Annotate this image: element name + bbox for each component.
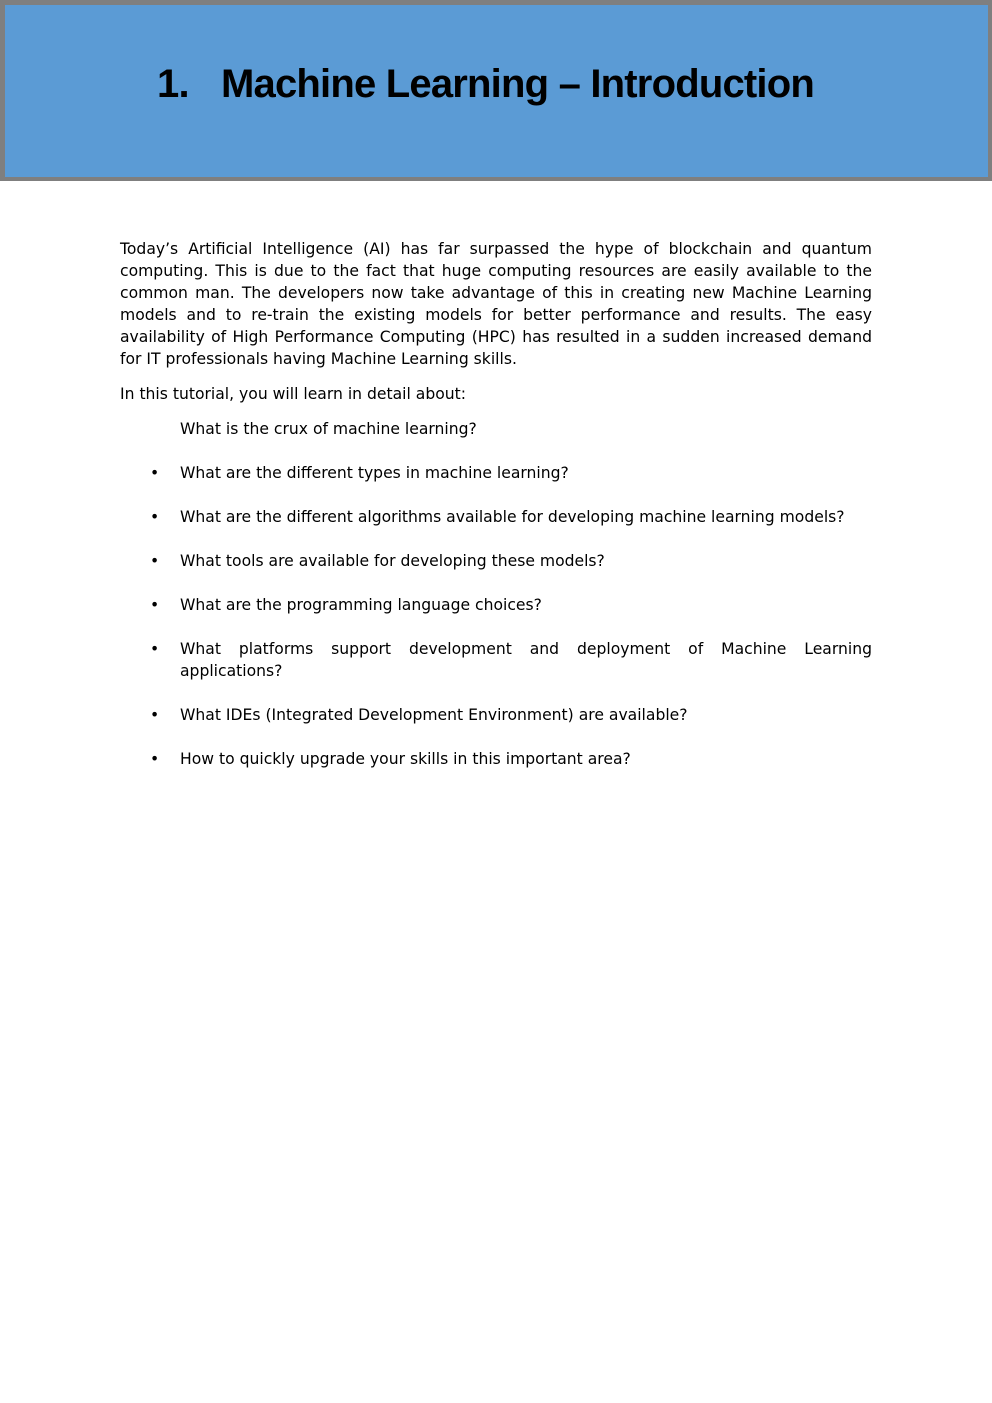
- list-item: [120, 638, 872, 682]
- list-item-text: What tools are available for developing these models?: [180, 552, 605, 570]
- list-item-text: What IDEs (Integrated Development Environment) are available?: [180, 706, 688, 724]
- intro-paragraph: Today’s Artificial Intelligence (AI) has far surpassed the hype of blockchain and quantum computing. This is due to the fact that huge computing resources are easily available to the common man. The developers now take advantage of this in creating new Machine Learning models and to re-train the existing models for better performance and results. The easy availability of High Performance Computing (HPC) has resulted in a sudden increased demand for IT professionals having Machine Learning skills.: [120, 240, 872, 368]
- list-item-text: What are the different algorithms available for developing machine learning models?: [180, 508, 845, 526]
- bullet-icon: •: [150, 640, 160, 658]
- bullet-icon: •: [150, 750, 160, 768]
- list-item: [120, 506, 872, 528]
- bullet-icon: •: [150, 706, 160, 724]
- list-item-text: What is the crux of machine learning?: [180, 420, 477, 438]
- list-item-text: How to quickly upgrade your skills in this important area?: [180, 750, 631, 768]
- learn-intro: In this tutorial, you will learn in detail about:: [120, 385, 467, 403]
- list-item: [120, 462, 872, 484]
- list-item: [120, 594, 872, 616]
- topic-list: [120, 418, 872, 770]
- chapter-header-band: [0, 0, 992, 181]
- list-item-text: What platforms support development and deployment of Machine Learning applications?: [180, 640, 872, 680]
- bullet-icon: •: [150, 464, 160, 482]
- page-content: [120, 238, 872, 792]
- bullet-icon: •: [150, 596, 160, 614]
- list-item-text: What are the different types in machine learning?: [180, 464, 569, 482]
- chapter-title: [157, 60, 814, 108]
- list-item: [120, 550, 872, 572]
- list-item-text: What are the programming language choices?: [180, 596, 542, 614]
- bullet-icon: •: [150, 508, 160, 526]
- list-item: [120, 418, 872, 440]
- chapter-title-text: Machine Learning – Introduction: [221, 62, 815, 106]
- chapter-number: 1.: [157, 62, 189, 106]
- list-item: [120, 748, 872, 770]
- bullet-icon: •: [150, 552, 160, 570]
- list-item: [120, 704, 872, 726]
